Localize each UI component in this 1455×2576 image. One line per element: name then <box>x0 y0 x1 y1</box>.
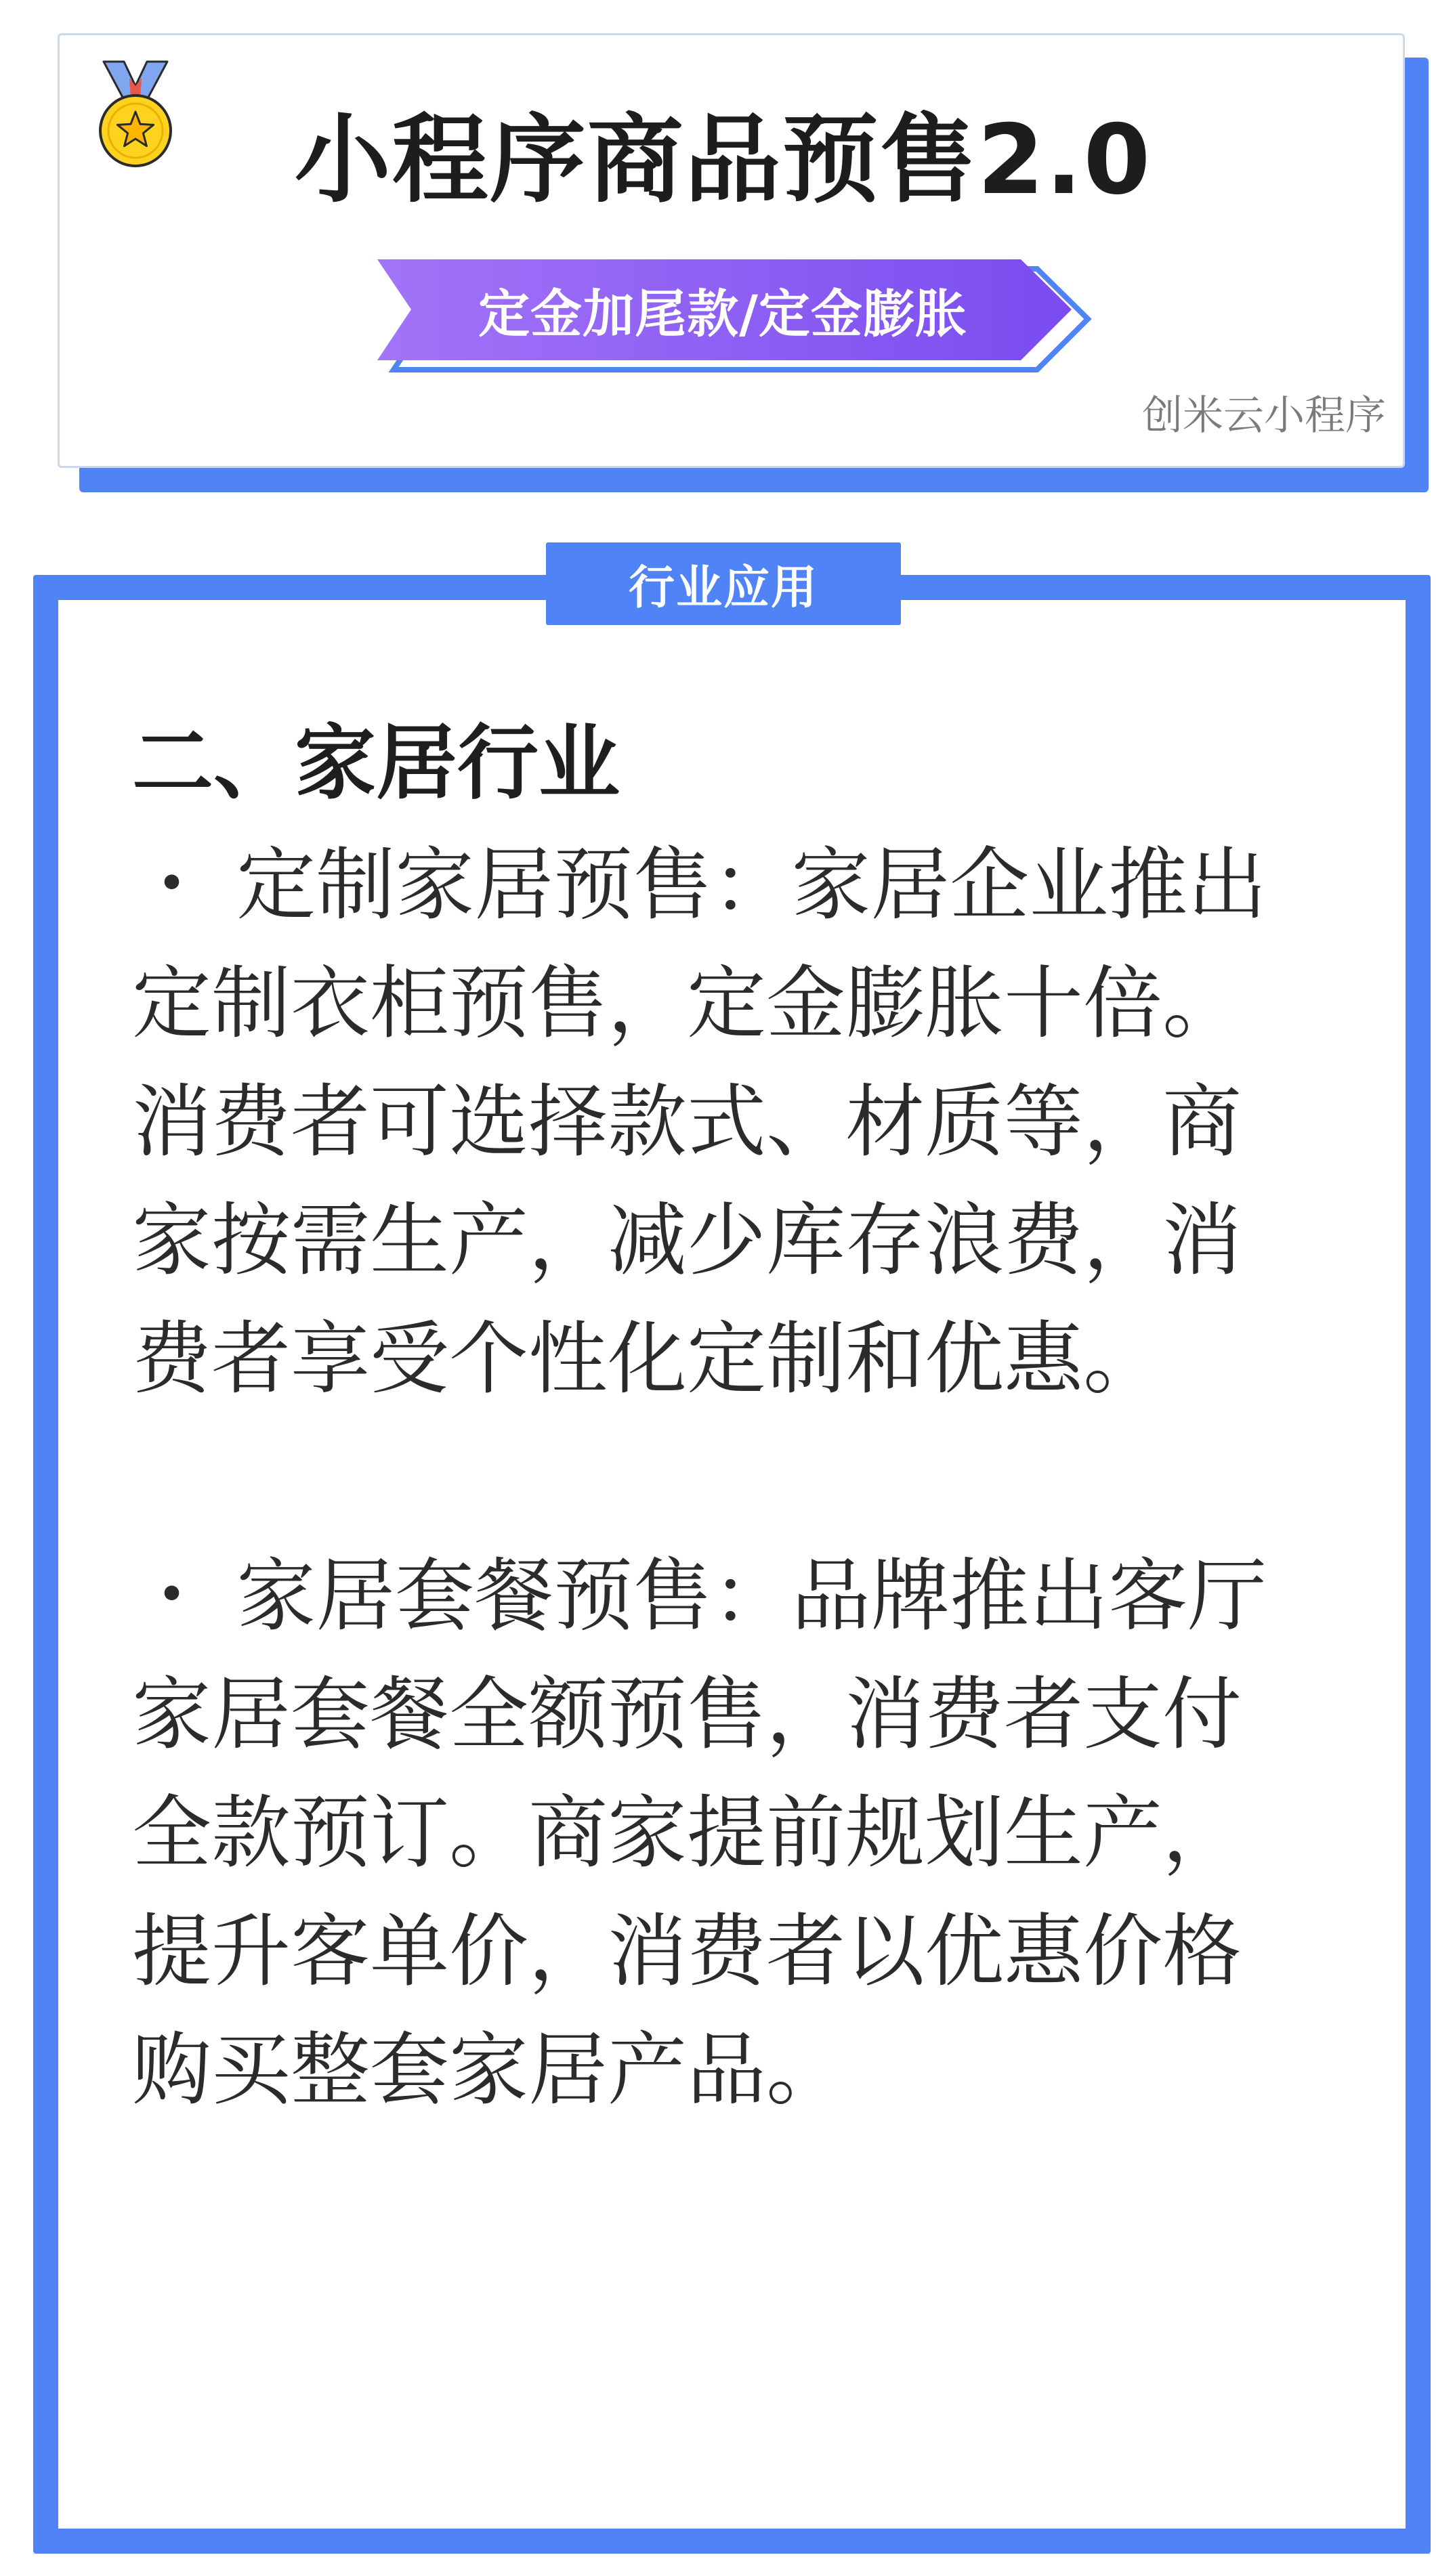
brand-label: 创米云小程序 <box>1142 392 1386 439</box>
paragraph-furniture-package <box>132 1537 1392 2129</box>
paragraph-line: ・ 定制家居预售：家居企业推出 <box>132 838 1267 931</box>
section-tab-label: 行业应用 <box>628 561 818 615</box>
subtitle-label: 定金加尾款/定金膨胀 <box>478 284 967 344</box>
section-tab <box>546 542 901 625</box>
paragraph-line: 定制衣柜预售，定金膨胀十倍。 <box>132 957 1242 1050</box>
paragraph-line: 提升客单价，消费者以优惠价格 <box>132 1905 1242 1998</box>
paragraph-line: 家居套餐全额预售，消费者支付 <box>132 1668 1242 1761</box>
paragraph-line: 家按需生产，减少库存浪费，消 <box>132 1194 1242 1287</box>
page-title: 小程序商品预售2.0 <box>294 104 1152 216</box>
paragraph-line: 全款预订。商家提前规划生产， <box>132 1786 1242 1879</box>
paragraph-custom-furniture <box>132 825 1392 1418</box>
paragraph-line: 消费者可选择款式、材质等，商 <box>132 1075 1242 1168</box>
paragraph-line: ・ 家居套餐预售：品牌推出客厅 <box>132 1549 1267 1642</box>
section-heading: 二、家居行业 <box>132 716 620 811</box>
paragraph-line: 购买整套家居产品。 <box>132 2023 846 2116</box>
section-content <box>132 825 1392 2129</box>
paragraph-line: 费者享受个性化定制和优惠。 <box>132 1312 1163 1405</box>
